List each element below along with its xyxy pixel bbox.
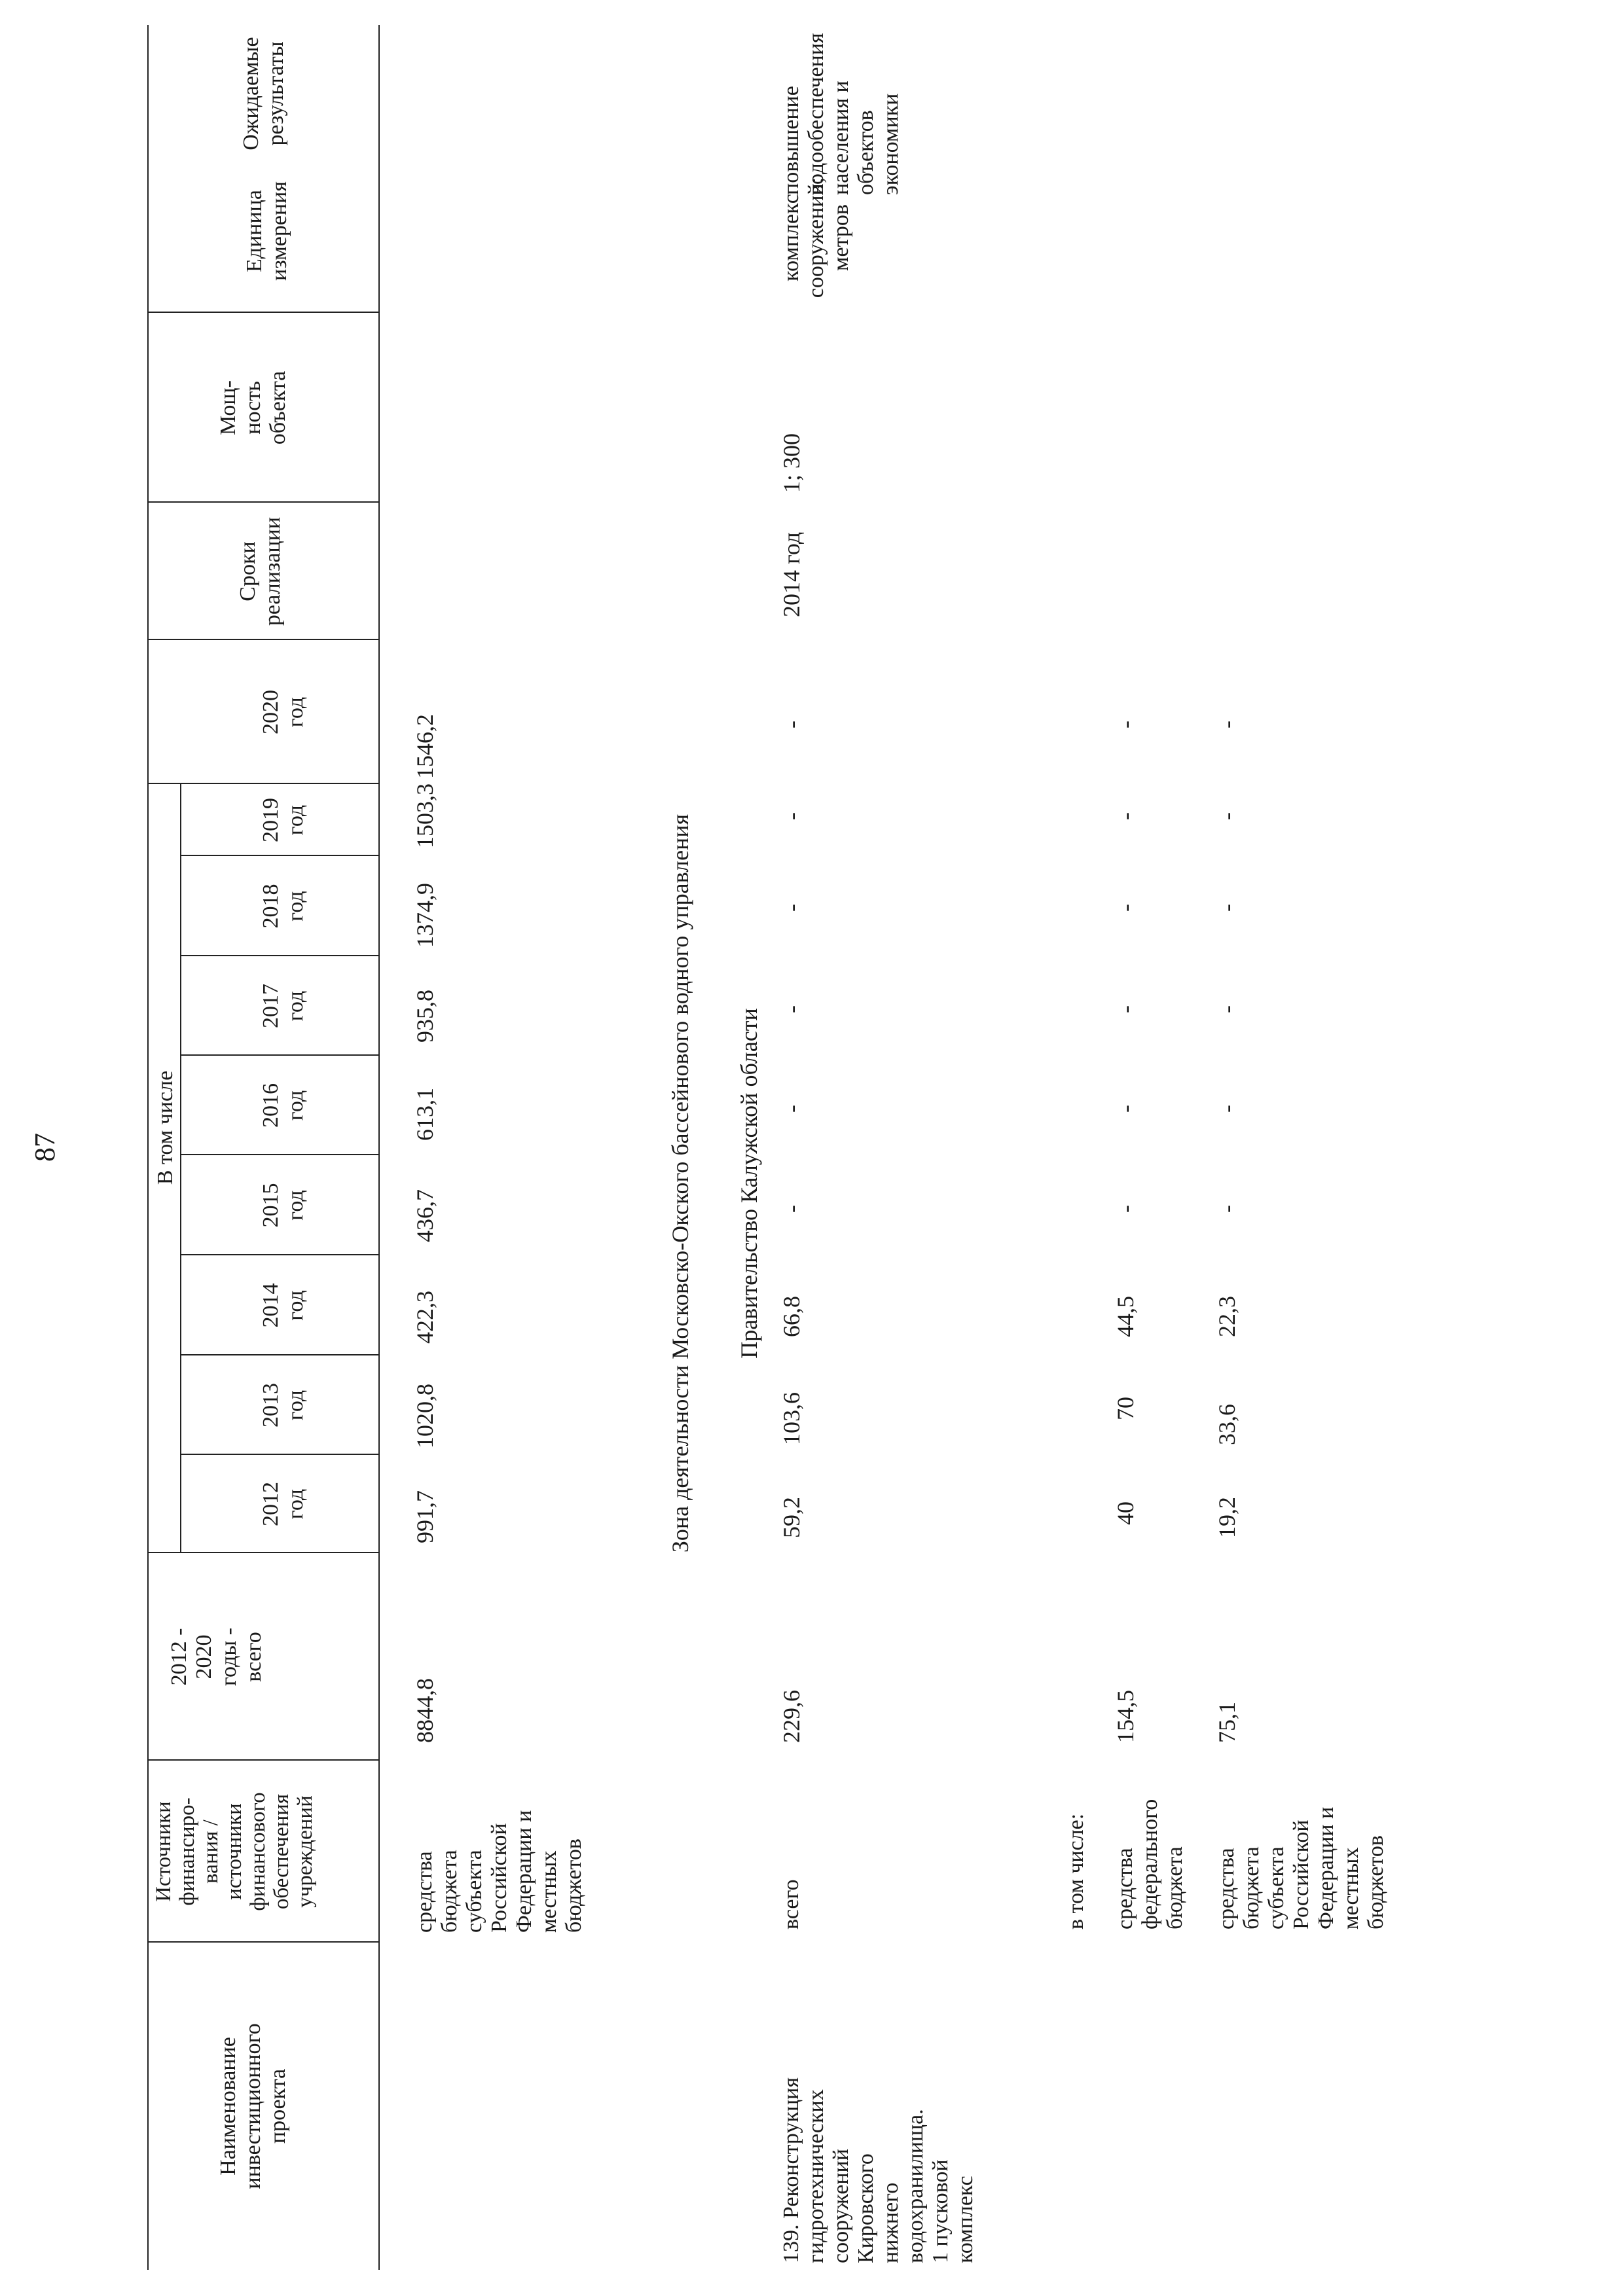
in-total-line [180,784,181,1553]
p139-regional-total: 75,1 [1214,1702,1240,1743]
p139-total-2014: 66,8 [778,1296,805,1337]
p139-total-2020: - [778,721,805,728]
p139-power: 1; 300 [778,433,805,493]
row-regional-2018: 1374,9 [412,883,438,948]
p139-regional-2020: - [1214,721,1240,728]
p139-federal-2019: - [1112,812,1139,820]
p139-regional-2018: - [1214,904,1240,912]
p139-unit: комплекс сооружений; метров [779,177,853,298]
p139-total-2018: - [778,904,805,912]
row-regional-2015: 436,7 [412,1189,438,1242]
header-power: Мощ- ность объекта [216,370,290,445]
header-year-2019: 2019 год [259,798,308,842]
header-results: Ожидаемые результаты [239,37,288,151]
p139-results: повышение водообеспечения населения и объектов экономики [779,33,903,195]
header-year-2018: 2018 год [259,884,308,929]
p139-total-source: всего [779,1879,803,1929]
header-total: 2012 - 2020 годы - всего [167,1627,266,1687]
authority-title: Правительство Калужской области [736,1008,762,1359]
p139-federal-2012: 40 [1112,1501,1139,1525]
header-year-2015: 2015 год [259,1183,308,1228]
row-regional-2019: 1503,3 [412,783,438,848]
header-year-2016: 2016 год [259,1083,308,1128]
header-year-2014: 2014 год [259,1283,308,1328]
p139-regional-2014: 22,3 [1214,1296,1240,1337]
p139-total-2016: - [778,1105,805,1113]
p139-federal-2013: 70 [1112,1397,1139,1420]
p139-total-2012: 59,2 [778,1497,805,1538]
header-project: Наименование инвестиционного проекта [216,2023,290,2189]
p139-federal-2018: - [1112,904,1139,912]
p139-total-2015: - [778,1205,805,1213]
p139-regional-2012: 19,2 [1214,1497,1240,1538]
row-regional-total: 8844,8 [412,1678,438,1743]
row-regional-2013: 1020,8 [412,1384,438,1448]
p139-total-2013: 103,6 [778,1392,805,1445]
header-terms: Сроки реализации [236,516,285,626]
row-regional-2017: 935,8 [412,990,438,1043]
p139-regional-2016: - [1214,1105,1240,1113]
row-regional-2016: 613,1 [412,1088,438,1141]
zone-title: Зона деятельности Московско-Окского бассейнового водного управления [667,814,693,1553]
p139-federal-2016: - [1112,1105,1139,1113]
p139-terms: 2014 год [778,531,805,617]
header-year-2020: 2020 год [259,690,308,734]
p139-regional-source: средства бюджета субъекта Российской Федерации и местных бюджетов [1214,1806,1388,1929]
p139-regional-2015: - [1214,1205,1240,1213]
p139-federal-2020: - [1112,721,1139,728]
row-regional-source: средства бюджета субъекта Российской Федерации и местных бюджетов [412,1810,586,1933]
p139-total-2019: - [778,812,805,820]
p139-federal-2015: - [1112,1205,1139,1213]
p139-including-label: в том числе: [1064,1813,1088,1929]
header-bottom-line [378,25,380,2270]
p139-regional-2019: - [1214,812,1240,820]
p139-federal-source: средства федерального бюджета [1113,1799,1187,1929]
header-year-2013: 2013 год [259,1383,308,1427]
p139-total-total: 229,6 [778,1690,805,1743]
p139-federal-2014: 44,5 [1112,1296,1139,1337]
row-regional-2012: 991,7 [412,1490,438,1543]
project-139-name: 139. Реконструкция гидротехнических сооружений Кировского нижнего водохранилища. 1 пусковой комплекс [779,2077,977,2263]
p139-total-2017: - [778,1005,805,1013]
header-year-2017: 2017 год [259,984,308,1028]
header-top-line [147,25,149,2270]
header-year-2012: 2012 год [259,1482,308,1526]
p139-regional-2017: - [1214,1005,1240,1013]
p139-federal-total: 154,5 [1112,1690,1139,1743]
p139-regional-2013: 33,6 [1214,1404,1240,1445]
header-in-total: В том числе [153,1070,177,1185]
header-sources: Источники финансиро- вания / источники финансового обеспечения учреждений [152,1792,317,1911]
row-regional-2014: 422,3 [412,1291,438,1344]
header-unit: Единица измерения [242,181,291,281]
p139-federal-2017: - [1112,1005,1139,1013]
page-number: 87 [29,1133,61,1162]
row-regional-2020: 1546,2 [412,714,438,779]
